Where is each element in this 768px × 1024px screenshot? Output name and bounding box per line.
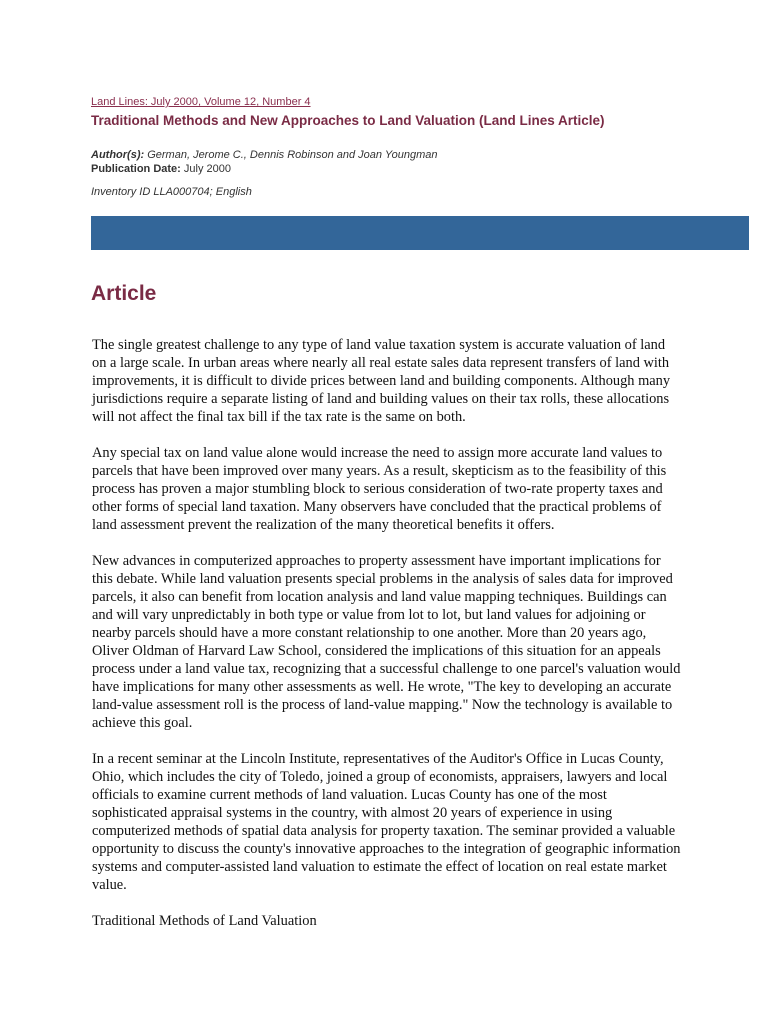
section-divider-bar <box>91 216 749 250</box>
paragraph: New advances in computerized approaches to property assessment have important implications for this debate. While land valuation presents special problems in the analysis of sales data for improved parcels, it also can benefit from location analysis and land value mapping techniques. Buildings can and will vary unpredictably in both type or value from lot to lot, but land values for adjoining or nearby parcels should have a more constant relationship to one another. More than 20 years ago, Oliver Oldman of Harvard Law School, considered the implications of this situation for an appeals process under a land value tax, recognizing that a successful challenge to one parcel's valuation would have implications for many other assessments as well. He wrote, "The key to developing an accurate land-value assessment roll is the process of land-value mapping." Now the technology is available to achieve this goal. <box>92 553 681 731</box>
inventory-id: Inventory ID LLA000704; English <box>91 186 252 198</box>
paragraph: Any special tax on land value alone would increase the need to assign more accurate land values to parcels that have been improved over many years. As a result, skepticism as to the feasibility of this process has proven a major stumbling block to serious consideration of two-rate property taxes and other forms of special land taxation. Many observers have concluded that the practical problems of land assessment prevent the realization of the many theoretical benefits it offers. <box>92 445 667 533</box>
section-heading: Article <box>91 282 157 305</box>
authors-line <box>91 148 751 162</box>
pubdate-value: July 2000 <box>183 163 231 175</box>
article-header <box>91 92 751 199</box>
article-body <box>92 336 682 948</box>
paragraph: The single greatest challenge to any type of land value taxation system is accurate valuation of land on a large scale. In urban areas where nearly all real estate sales data represent transfers of land with improvements, it is difficult to divide prices between land and building components. Although many jurisdictions require a separate listing of land and building values on their tax rolls, these allocations will not affect the final tax bill if the tax rate is the same on both. <box>92 337 671 425</box>
issue-link[interactable]: Land Lines: July 2000, Volume 12, Number 4 <box>91 96 311 108</box>
paragraph: In a recent seminar at the Lincoln Institute, representatives of the Auditor's Office in Lucas County, Ohio, which includes the city of Toledo, joined a group of economists, appraisers, lawyers and local officials to examine current methods of land valuation. Lucas County has one of the most sophisticated appraisal systems in the country, with almost 20 years of experience in using computerized methods of spatial data analysis for property taxation. The seminar provided a valuable opportunity to discuss the county's innovative approaches to the integration of geographic information systems and computer-assisted land valuation to estimate the effect of location on real estate market value. <box>92 751 681 893</box>
pubdate-line <box>91 162 751 176</box>
authors-label: Author(s): <box>91 149 145 161</box>
pubdate-label: Publication Date: <box>91 163 181 175</box>
article-title: Traditional Methods and New Approaches to Land Valuation (Land Lines Article) <box>91 113 605 128</box>
subsection-heading: Traditional Methods of Land Valuation <box>92 913 317 929</box>
authors-value: German, Jerome C., Dennis Robinson and Joan Youngman <box>147 149 438 161</box>
